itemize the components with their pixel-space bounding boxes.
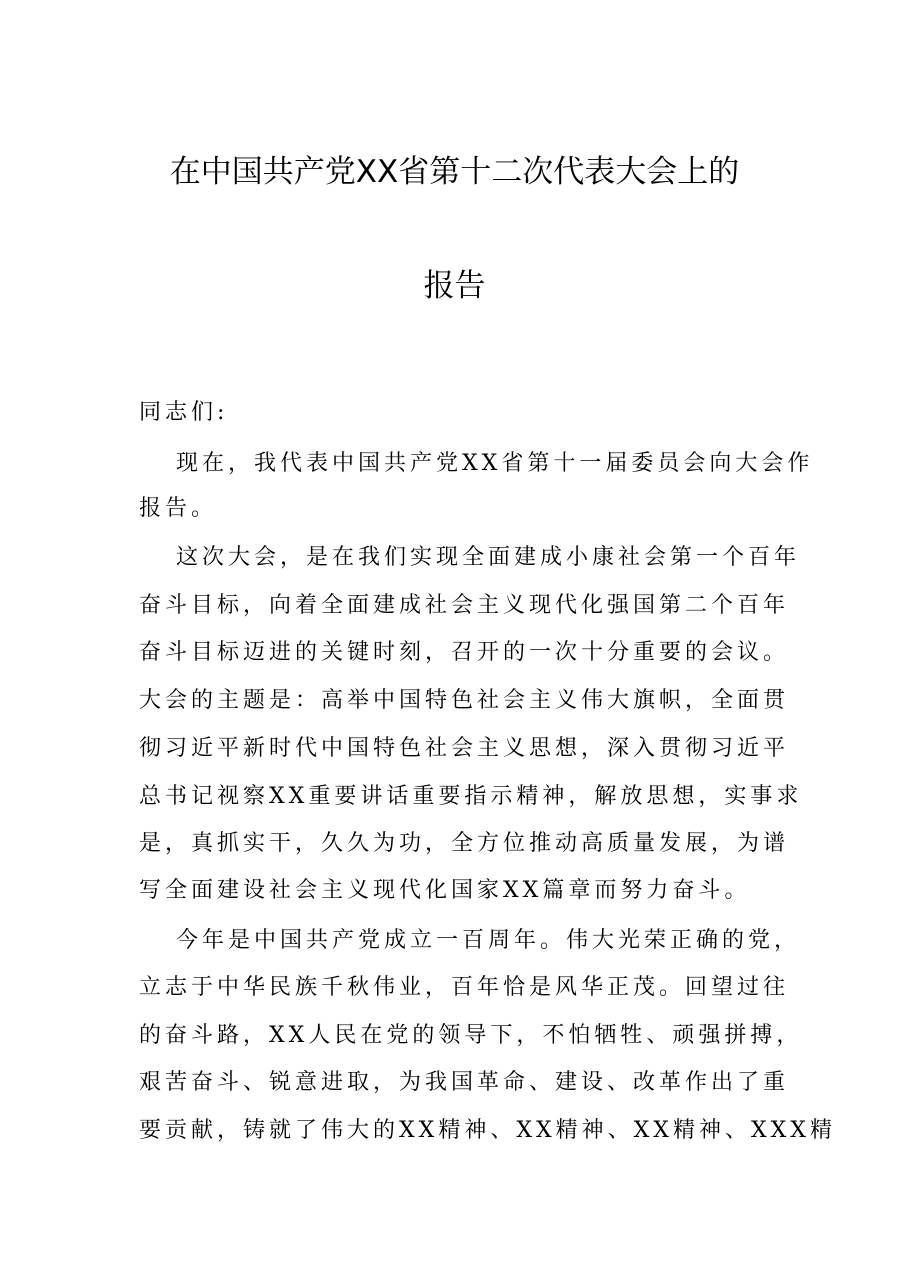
paragraph-line: 这次大会，是在我们实现全面建成小康社会第一个百年: [176, 545, 801, 570]
paragraph-line: 奋斗目标，向着全面建成社会主义现代化强国第二个百年: [139, 593, 790, 618]
paragraph-line: 奋斗目标迈进的关键时刻，召开的一次十分重要的会议。: [139, 640, 790, 665]
paragraph-line: 今年是中国共产党成立一百周年。伟大光荣正确的党，: [176, 928, 801, 953]
paragraph-line: 总书记视察XX重要讲话重要指示精神，解放思想，实事求: [139, 784, 803, 809]
report-title-line-1: 在中国共产党XX省第十二次代表大会上的: [169, 154, 740, 190]
paragraph-line: 报告。: [139, 496, 218, 521]
paragraph-line: 艰苦奋斗、锐意进取，为我国革命、建设、改革作出了重: [139, 1070, 790, 1095]
paragraph-line: 立志于中华民族千秋伟业，百年恰是风华正茂。回望过往: [139, 975, 790, 1000]
paragraph-line: 要贡献，铸就了伟大的XX精神、XX精神、XX精神、XXX精: [139, 1118, 836, 1143]
paragraph-line: 的奋斗路，XX人民在党的领导下，不怕牺牲、顽强拼搏，: [139, 1023, 803, 1048]
paragraph-line: 大会的主题是：高举中国特色社会主义伟大旗帜，全面贯: [139, 688, 790, 713]
salutation: 同志们:: [139, 400, 229, 425]
paragraph-line: 现在，我代表中国共产党XX省第十一届委员会向大会作: [176, 451, 814, 476]
paragraph-line: 是，真抓实干，久久为功，全方位推动高质量发展，为谱: [139, 831, 790, 856]
paragraph-line: 写全面建设社会主义现代化国家XX篇章而努力奋斗。: [139, 878, 751, 903]
paragraph-line: 彻习近平新时代中国特色社会主义思想，深入贯彻习近平: [139, 736, 790, 761]
report-title-line-2: 报告: [423, 268, 486, 304]
